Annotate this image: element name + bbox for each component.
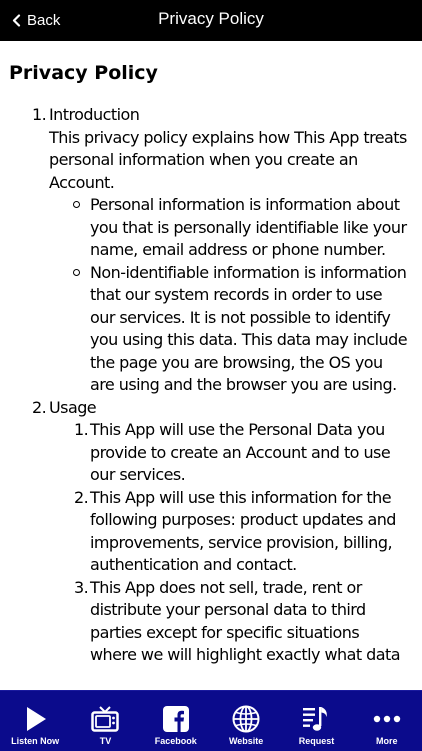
list-item-number: 1. <box>74 420 89 439</box>
globe-icon <box>231 704 261 734</box>
section-number: 2. <box>32 397 47 417</box>
privacy-policy-content[interactable] <box>0 41 422 690</box>
section-text: This privacy policy explains how This App treats personal information when you create an Account. <box>49 127 407 192</box>
tab-listen-now[interactable] <box>0 691 70 751</box>
list-item-number: 2. <box>74 487 89 507</box>
tab-request[interactable] <box>281 691 351 751</box>
play-icon <box>20 704 50 734</box>
list-item-text: This App does not sell, trade, rent or distribute your personal data to third parties except for specific situations where we will highlight exactly what data <box>90 577 400 664</box>
introduction-bullets <box>49 194 412 397</box>
section-usage <box>0 397 422 667</box>
tab-tv[interactable] <box>70 691 140 751</box>
back-button-label: Back <box>27 12 61 29</box>
list-item <box>74 577 412 667</box>
tab-label: Listen Now <box>11 736 60 746</box>
tab-label: Facebook <box>154 736 197 746</box>
list-item <box>74 419 412 487</box>
list-item-text: Personal information is information about you that is personally identifiable like your name, email address or phone number. <box>90 195 407 259</box>
facebook-icon <box>161 704 191 734</box>
more-dots-icon <box>372 704 402 734</box>
tab-label: More <box>376 736 398 746</box>
bullet-circle-icon <box>73 201 80 208</box>
section-introduction <box>0 104 422 397</box>
page-title: Privacy Policy <box>158 9 264 28</box>
navigation-bar <box>0 0 422 41</box>
list-item-text: This App will use this information for the following purposes: product updates and improvements, service provision, billing, authentication and contact. <box>90 487 396 574</box>
policy-sections <box>0 104 422 667</box>
tab-label: Request <box>298 736 335 746</box>
list-item-text: This App will use the Personal Data you provide to create an Account and to use our services. <box>90 420 391 484</box>
list-item <box>74 487 412 577</box>
section-title: Usage <box>49 397 97 417</box>
usage-items <box>49 419 412 667</box>
tab-label: Website <box>228 736 264 746</box>
tab-website[interactable] <box>211 691 281 751</box>
document-heading: Privacy Policy <box>9 62 158 84</box>
list-item <box>90 262 412 397</box>
bullet-circle-icon <box>73 269 80 276</box>
list-item-text: Non-identifiable information is information that our system records in order to use our services. It is not possible to identify you using this data. This data may include the page you are browsing, the OS you are using and the browser you are using. <box>90 262 408 394</box>
tab-facebook[interactable] <box>141 691 211 751</box>
back-button[interactable] <box>12 0 60 41</box>
music-note-icon <box>301 704 331 734</box>
list-item-number: 3. <box>74 577 89 597</box>
section-title: Introduction <box>49 105 140 124</box>
chevron-left-icon <box>12 14 21 27</box>
document-body <box>0 104 422 667</box>
list-item <box>90 194 412 262</box>
tab-more[interactable] <box>352 691 422 751</box>
tv-icon <box>90 704 120 734</box>
tab-label: TV <box>99 736 112 746</box>
tab-bar <box>0 690 422 751</box>
section-number: 1. <box>32 105 47 124</box>
